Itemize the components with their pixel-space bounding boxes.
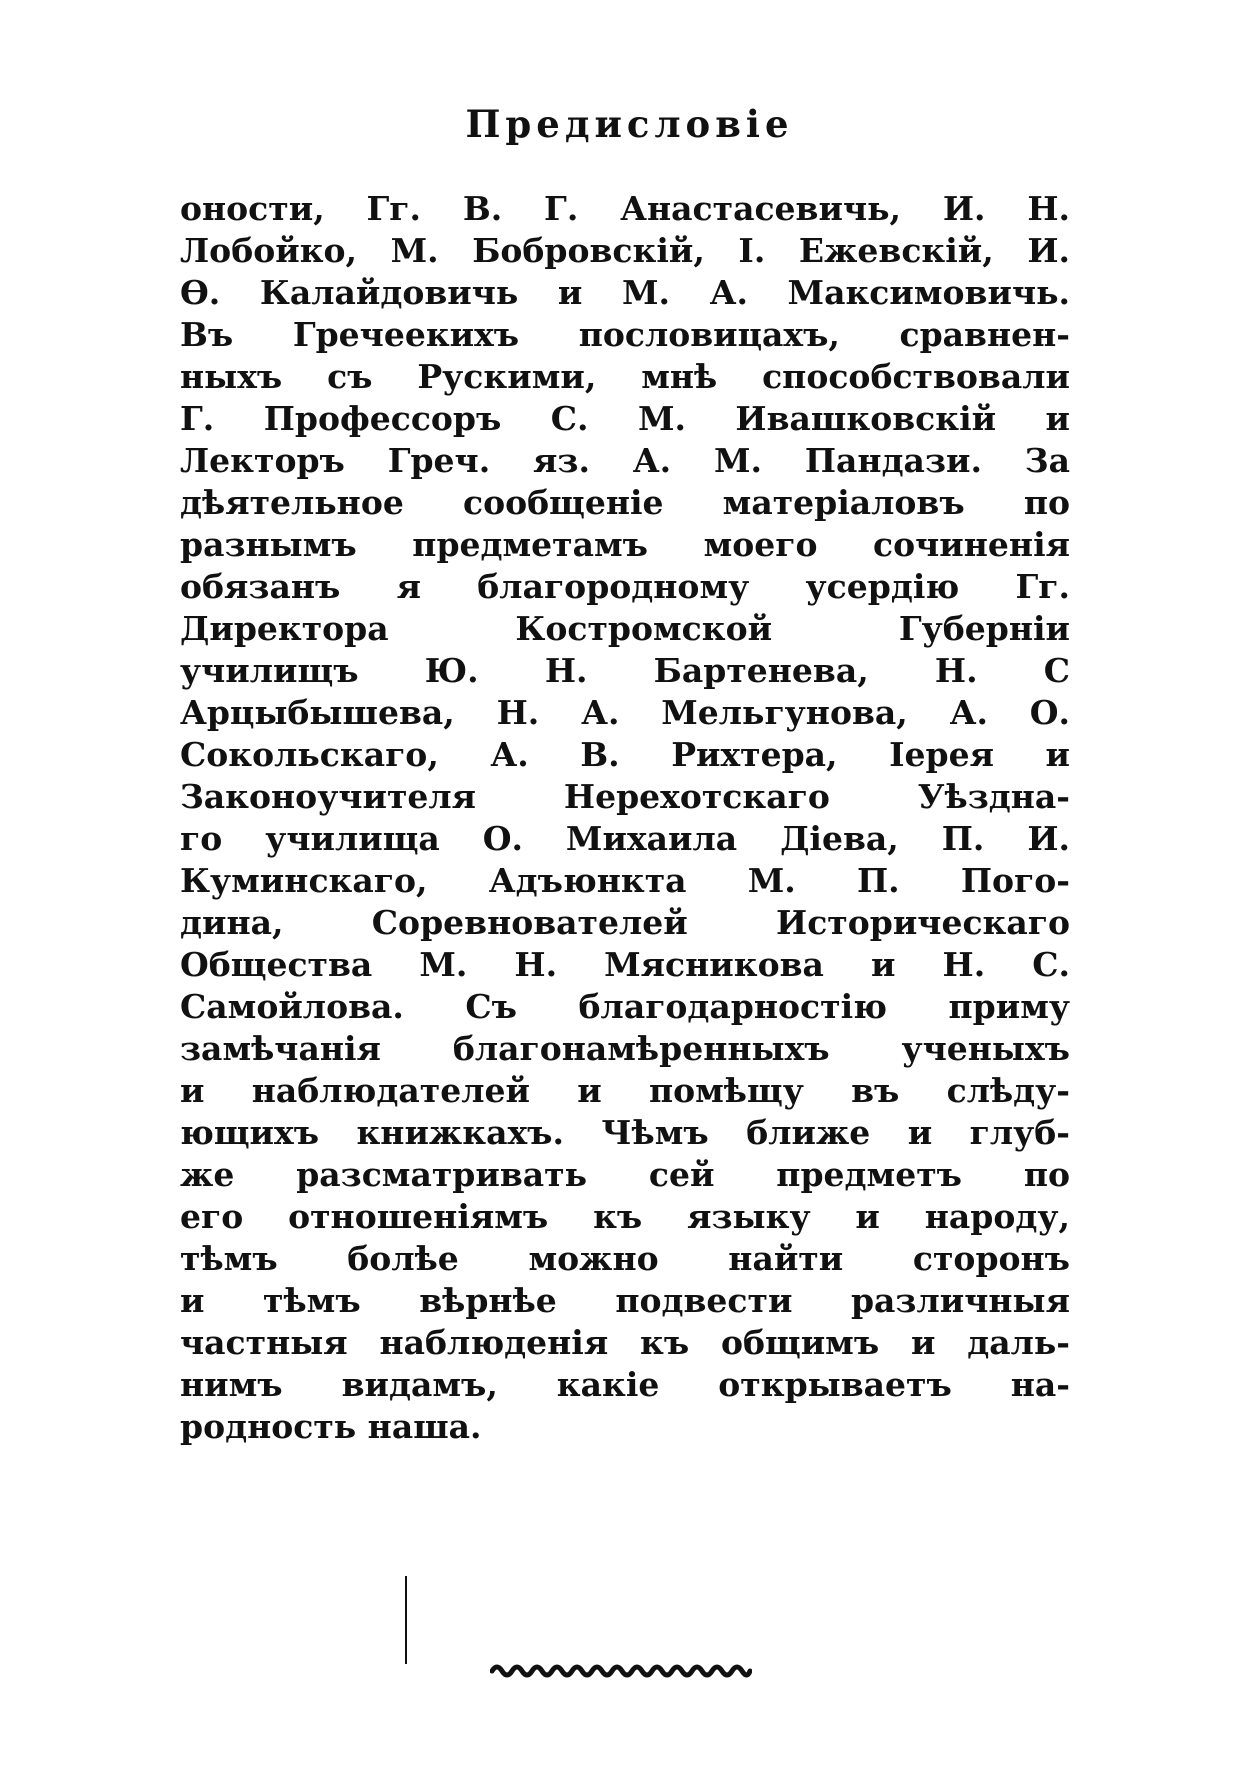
running-title: Предисловіе [465, 102, 794, 146]
text-line: Лобойко, М. Бобровскій, І. Ежевскій, И. [180, 231, 1070, 270]
text-line: ющихъ книжкахъ. Чѣмъ ближе и глуб- [180, 1113, 1070, 1152]
end-ornament [490, 1660, 752, 1678]
text-line: и наблюдателей и помѣщу въ слѣду- [180, 1071, 1070, 1110]
text-line: Директора Костромской Губерніи [180, 609, 1070, 648]
text-line: училищъ Ю. Н. Бартенева, Н. С [180, 651, 1070, 690]
text-line: нимъ видамъ, какіе открываетъ на- [180, 1365, 1070, 1404]
text-line: го училища О. Михаила Діева, П. И. [180, 819, 1070, 858]
text-line: обязанъ я благородному усердію Гг. [180, 567, 1070, 606]
text-line: дина, Соревнователей Историческаго [180, 903, 1070, 942]
text-line: Ѳ. Калайдовичь и М. А. Максимовичь. [180, 273, 1070, 312]
text-line: же разсматривать сей предметъ по [180, 1155, 1070, 1194]
text-line: Арцыбышева, Н. А. Мельгунова, А. О. [180, 693, 1070, 732]
text-line: частныя наблюденія къ общимъ и даль- [180, 1323, 1070, 1362]
text-line: Куминскаго, Адъюнкта М. П. Пого- [180, 861, 1070, 900]
text-line: Г. Профессоръ С. М. Ивашковскій и [180, 399, 1070, 438]
paragraph [180, 188, 1070, 1448]
printing-mark [405, 1576, 407, 1664]
text-line: его отношеніямъ къ языку и народу, [180, 1197, 1070, 1236]
text-line: оности, Гг. В. Г. Анастасевичь, И. Н. [180, 189, 1070, 228]
text-line: ныхъ съ Рускими, мнѣ способствовали [180, 357, 1070, 396]
text-line: Въ Гречеекихъ пословицахъ, сравнен- [180, 315, 1070, 354]
text-line: Самойлова. Съ благодарностію приму [180, 987, 1070, 1026]
text-line: Общества М. Н. Мясникова и Н. С. [180, 945, 1070, 984]
text-line: родность наша. [180, 1407, 482, 1446]
text-line: и тѣмъ вѣрнѣе подвести различныя [180, 1281, 1070, 1320]
text-line: Законоучителя Нерехотскаго Уѣздна- [180, 777, 1070, 816]
text-line: Сокольскаго, А. В. Рихтера, Іерея и [180, 735, 1070, 774]
text-line: замѣчанія благонамѣренныхъ ученыхъ [180, 1029, 1070, 1068]
text-line: Лекторъ Греч. яз. А. М. Пандази. За [180, 441, 1070, 480]
text-line: дѣятельное сообщеніе матеріаловъ по [180, 483, 1070, 522]
text-line: разнымъ предметамъ моего сочиненія [180, 525, 1070, 564]
text-line: тѣмъ болѣе можно найти сторонъ [180, 1239, 1070, 1278]
